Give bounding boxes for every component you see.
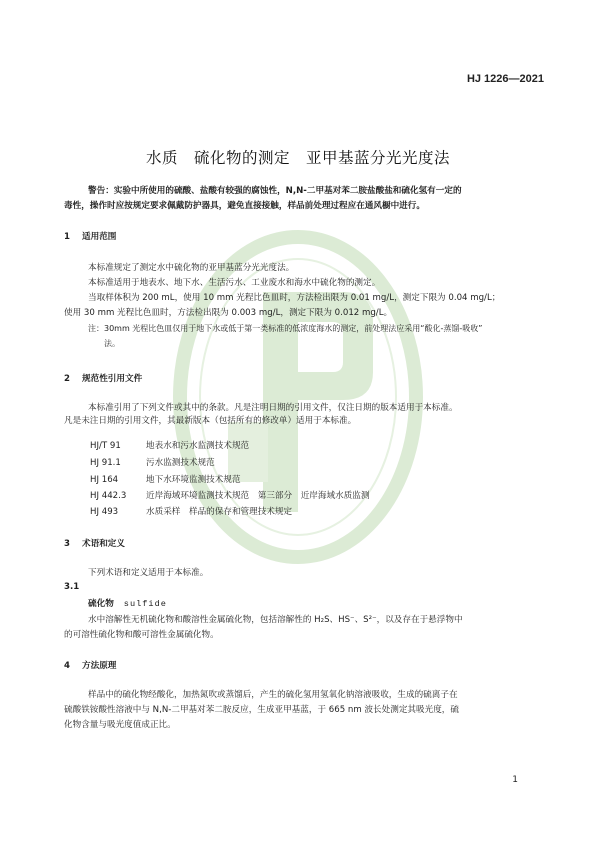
section-4-heading [64, 659, 116, 671]
references-intro-line-1: 本标准引用了下列文件或其中的条款。凡是注明日期的引用文件，仅注日期的版本适用于本标准。 [88, 403, 458, 413]
principle-line-3: 化物含量与吸光度值成正比。 [64, 720, 176, 730]
scope-note-line-1: 注：30mm 光程比色皿仅用于地下水或低于第一类标准的低浓度海水的测定，前处理法应采用“酸化-蒸馏-吸收” [88, 324, 483, 333]
section-number: 1 [64, 232, 70, 242]
scope-para-3-line-2: 使用 30 mm 光程比色皿时，方法检出限为 0.003 mg/L，测定下限为 0.012 mg/L。 [64, 308, 393, 318]
reference-title: 地表水和污水监测技术规范 [146, 441, 250, 451]
reference-code: HJ 91.1 [90, 458, 121, 468]
term-definition-line-2: 的可溶性硫化物和酸可溶性金属硫化物。 [64, 630, 219, 640]
section-title: 方法原理 [82, 661, 117, 671]
reference-code: HJ 493 [90, 507, 119, 517]
warning-line-1: 警告：实验中所使用的硫酸、盐酸有较强的腐蚀性，N,N-二甲基对苯二胺盐酸盐和硫化氢有一定的 [88, 186, 462, 196]
terms-intro: 下列术语和定义适用于本标准。 [88, 568, 209, 578]
reference-title: 水质采样 样品的保存和管理技术规定 [146, 507, 293, 517]
warning-line-2: 毒性，操作时应按规定要求佩戴防护器具，避免直接接触，样品前处理过程应在通风橱中进行。 [64, 201, 425, 211]
reference-item [90, 473, 241, 485]
section-title: 规范性引用文件 [82, 374, 143, 384]
document-title: 水质 硫化物的测定 亚甲基蓝分光光度法 [145, 149, 450, 167]
reference-title: 地下水环境监测技术规范 [146, 475, 241, 485]
scope-note-line-2: 法。 [104, 339, 120, 348]
reference-title: 污水监测技术规范 [146, 458, 215, 468]
term-english: sulfide [123, 599, 167, 609]
section-number: 2 [64, 374, 70, 384]
section-title: 术语和定义 [82, 539, 125, 549]
scope-para-3-line-1: 当取样体积为 200 mL，使用 10 mm 光程比色皿时，方法检出限为 0.01 mg/L，测定下限为 0.04 mg/L； [88, 293, 501, 303]
references-intro-line-2: 凡是未注日期的引用文件，其最新版本（包括所有的修改单）适用于本标准。 [64, 416, 357, 426]
section-3-heading [64, 537, 125, 549]
reference-title: 近岸海域环境监测技术规范 第三部分 近岸海域水质监测 [146, 491, 370, 501]
term-definition-line-1: 水中溶解性无机硫化物和酸溶性金属硫化物，包括溶解性的 H₂S、HS⁻、S²⁻，以及存在于悬浮物中 [88, 615, 463, 625]
term-number: 3.1 [64, 582, 80, 592]
reference-item [90, 456, 215, 468]
standard-number: HJ 1226—2021 [466, 73, 544, 85]
section-number: 3 [64, 539, 70, 549]
principle-line-1: 样品中的硫化物经酸化，加热氮吹或蒸馏后，产生的硫化氢用氢氧化钠溶液吸收，生成的硫离子在 [88, 690, 458, 700]
section-title: 适用范围 [82, 232, 117, 242]
reference-item [90, 489, 369, 501]
reference-code: HJ/T 91 [90, 441, 121, 451]
scope-para-2: 本标准适用于地表水、地下水、生活污水、工业废水和海水中硫化物的测定。 [88, 278, 381, 288]
section-2-heading [64, 372, 142, 384]
principle-line-2: 硫酸铁铵酸性溶液中与 N,N-二甲基对苯二胺反应，生成亚甲基蓝，于 665 nm 波长处测定其吸光度，硫 [64, 705, 459, 715]
page-number: 1 [512, 775, 518, 785]
scope-para-1: 本标准规定了测定水中硫化物的亚甲基蓝分光光度法。 [88, 263, 295, 273]
term-heading [88, 597, 167, 611]
section-number: 4 [64, 661, 70, 671]
reference-code: HJ 164 [90, 475, 119, 485]
reference-item [90, 505, 292, 517]
term-chinese: 硫化物 [88, 599, 114, 609]
reference-item [90, 439, 249, 451]
reference-code: HJ 442.3 [90, 491, 127, 501]
section-1-heading [64, 230, 116, 242]
